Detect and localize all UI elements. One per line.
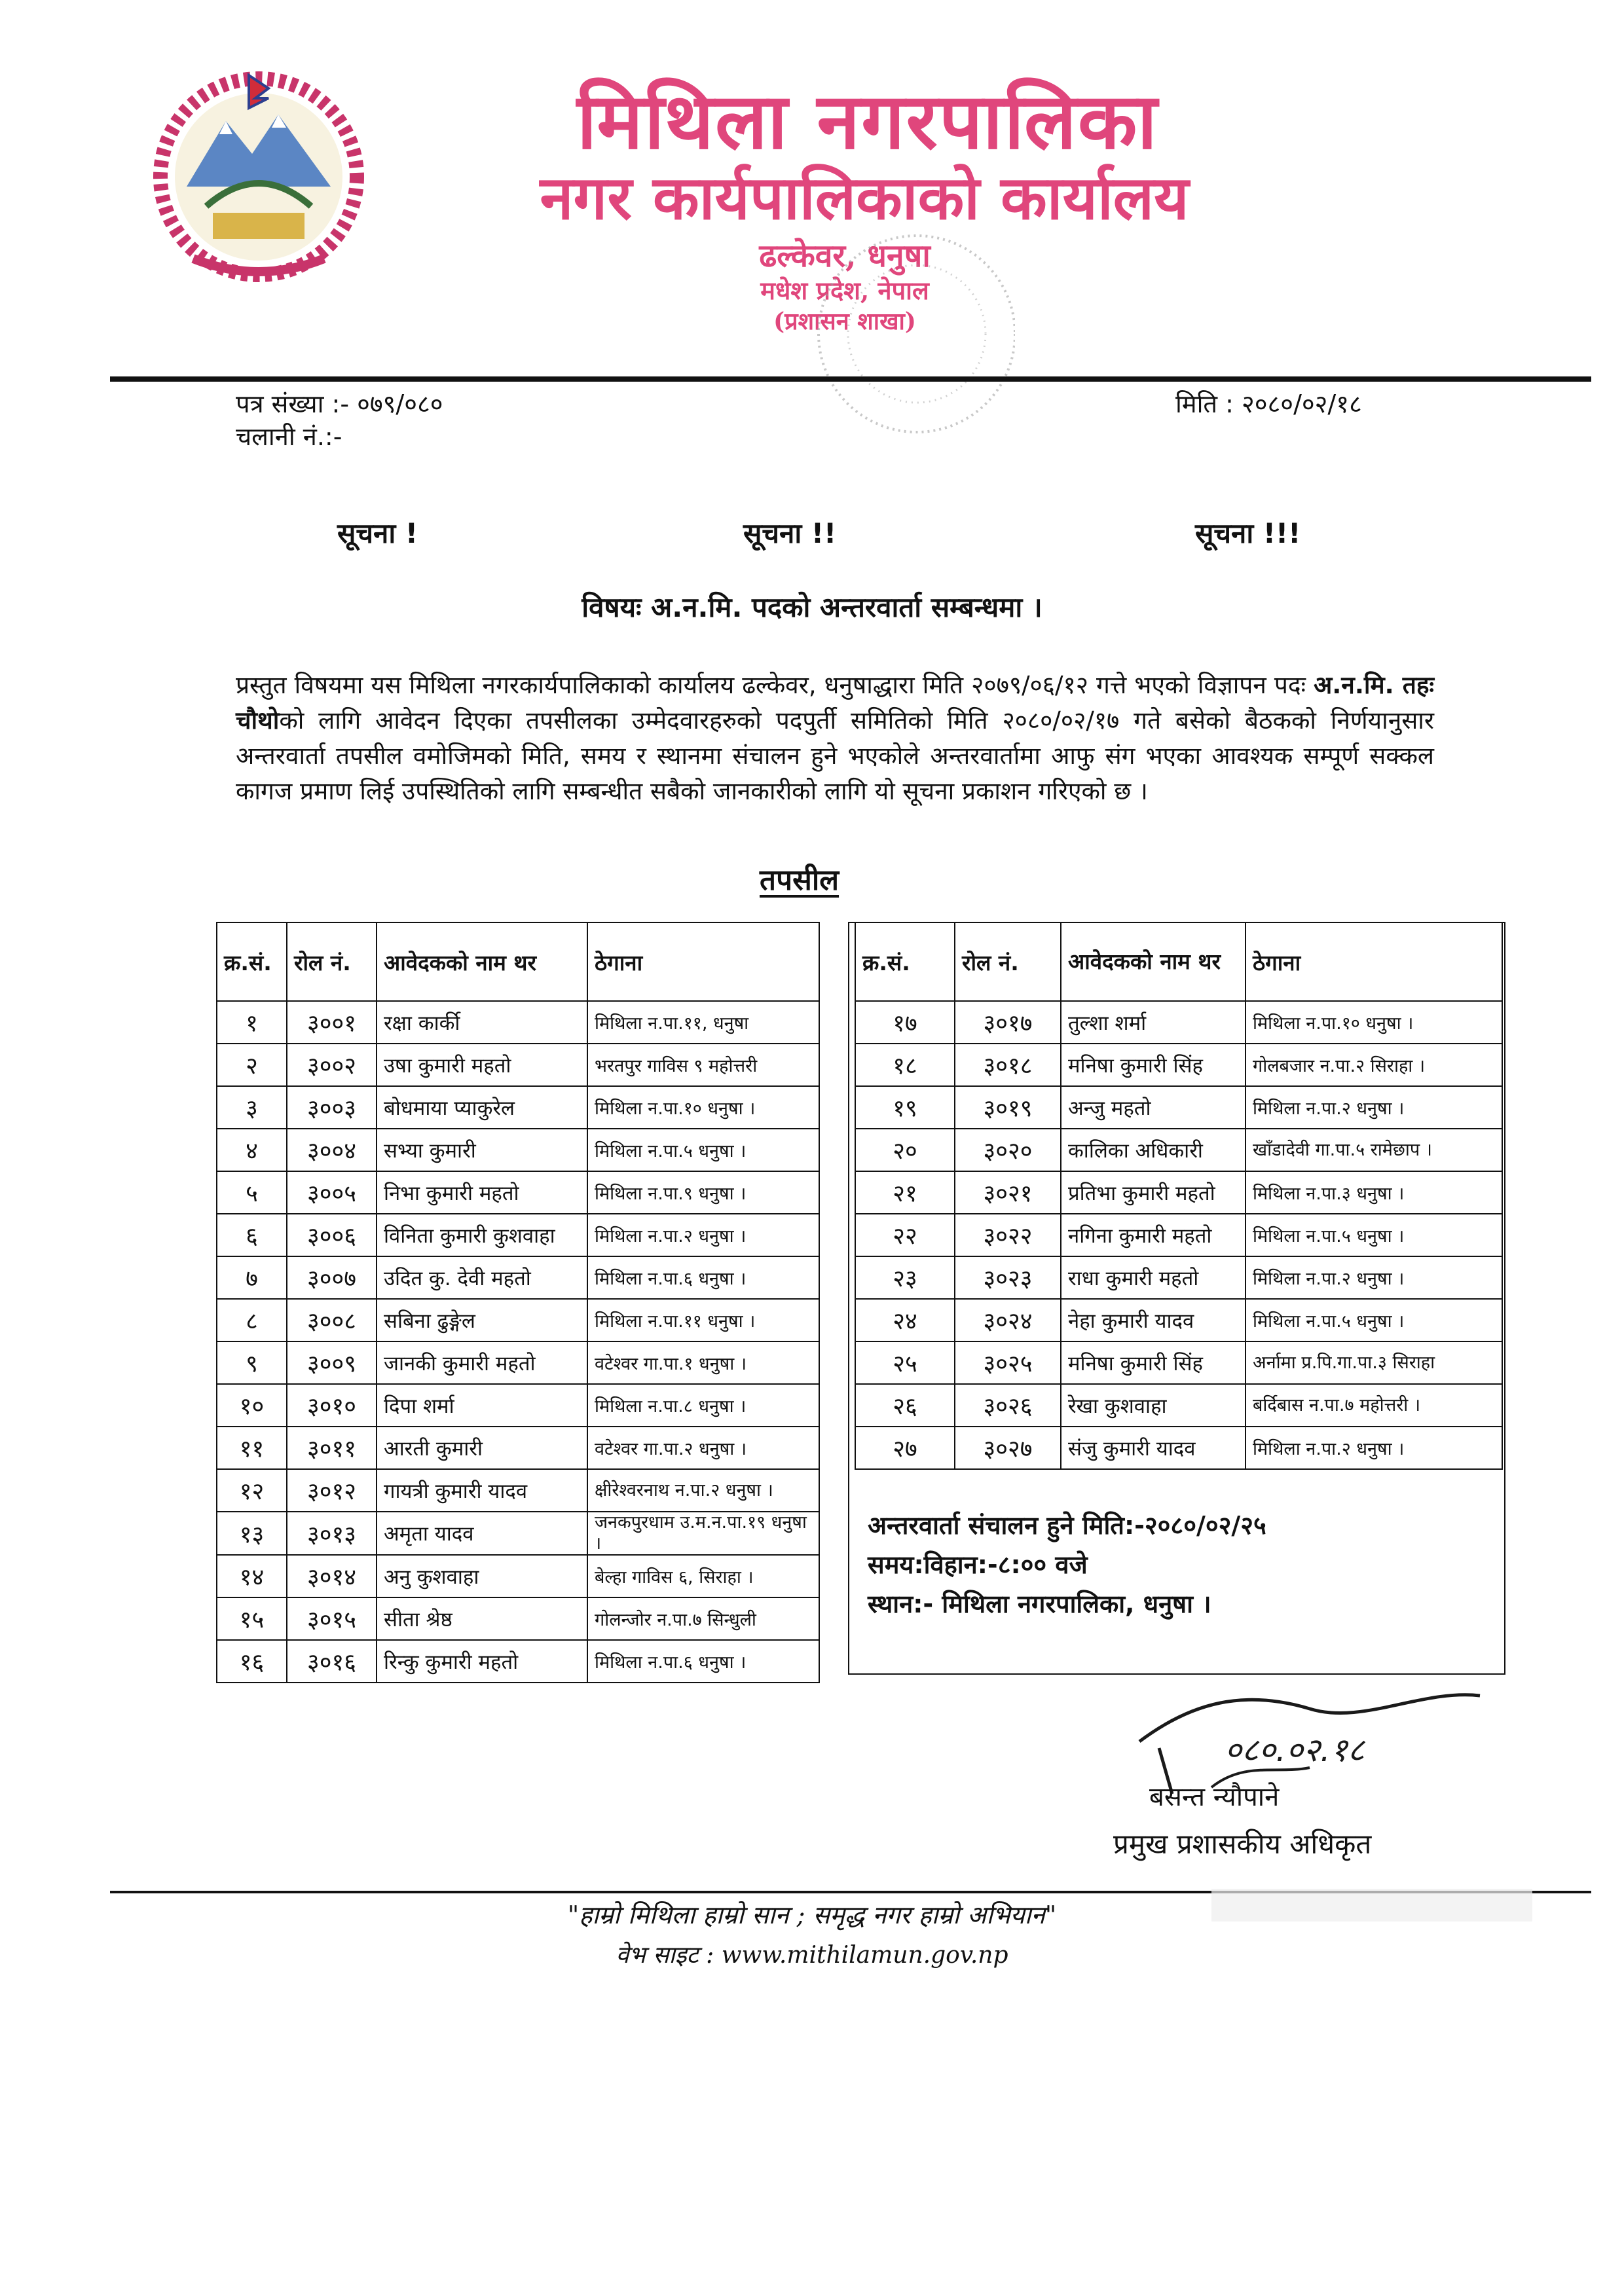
header-sn: क्र.सं.	[855, 922, 955, 1001]
cell-roll: ३०१०	[287, 1384, 377, 1427]
cell-serial: २६	[855, 1384, 955, 1427]
cell-address: जनकपुरधाम उ.म.न.पा.१९ धनुषा ।	[587, 1512, 819, 1555]
cell-name: नगिना कुमारी महतो	[1061, 1214, 1246, 1256]
header-name: आवेदकको नाम थर	[377, 922, 587, 1001]
table-header-row	[217, 922, 819, 1001]
cell-roll: ३००२	[287, 1044, 377, 1086]
cell-roll: ३०२५	[955, 1341, 1061, 1384]
cell-name: जानकी कुमारी महतो	[377, 1341, 587, 1384]
cell-serial: ११	[217, 1427, 287, 1469]
notice-body	[236, 668, 1434, 809]
cell-name: रक्षा कार्की	[377, 1001, 587, 1044]
cell-name: संजु कुमारी यादव	[1061, 1427, 1246, 1469]
table-row	[855, 1171, 1502, 1214]
cell-address: खाँडादेवी गा.पा.५ रामेछाप ।	[1246, 1129, 1502, 1171]
nepal-emblem-logo	[141, 62, 377, 285]
cell-serial: १९	[855, 1086, 955, 1129]
cell-roll: ३००८	[287, 1299, 377, 1341]
table-row	[217, 1512, 819, 1555]
cell-address: मिथिला न.पा.५ धनुषा ।	[1246, 1214, 1502, 1256]
cell-address: मिथिला न.पा.१० धनुषा ।	[1246, 1001, 1502, 1044]
cell-serial: २१	[855, 1171, 955, 1214]
cell-serial: १८	[855, 1044, 955, 1086]
table-row	[217, 1256, 819, 1299]
cell-address: मिथिला न.पा.६ धनुषा ।	[587, 1256, 819, 1299]
schedule-title: तपसील	[760, 864, 840, 897]
cell-address: अर्नामा प्र.पि.गा.पा.३ सिराहा	[1246, 1341, 1502, 1384]
cell-address: बेल्हा गाविस ६, सिराहा ।	[587, 1555, 819, 1597]
cell-serial: २५	[855, 1341, 955, 1384]
cell-serial: २७	[855, 1427, 955, 1469]
cell-serial: २०	[855, 1129, 955, 1171]
candidates-table-left	[216, 922, 820, 1683]
header-address: ठेगाना	[1246, 922, 1502, 1001]
cell-address: मिथिला न.पा.१० धनुषा ।	[587, 1086, 819, 1129]
cell-roll: ३०१४	[287, 1555, 377, 1597]
cell-roll: ३००९	[287, 1341, 377, 1384]
cell-roll: ३०१६	[287, 1640, 377, 1683]
cell-address: मिथिला न.पा.९ धनुषा ।	[587, 1171, 819, 1214]
table-row	[217, 1341, 819, 1384]
header-rule	[110, 376, 1591, 382]
cell-serial: २३	[855, 1256, 955, 1299]
body-part-2: को लागि आवेदन दिएका तपसीलका उम्मेदवारहरुको पदपुर्ती समितिको मिति २०८०/०२/१७ गते बसेको बैठकको निर्णयानुसार अन्तरवार्ता तपसील वमोजिमको मिति, समय र स्थानमा संचालन हुने भएकोले अन्तरवार्तामा आफु संग भएका आवश्यक सम्पूर्ण सक्कल कागज प्रमाण लिई उपस्थितिको लागि सम्बन्धीत सबैको जानकारीको लागि यो सूचना प्रकाशन गरिएको छ ।	[236, 706, 1434, 805]
cell-name: सभ्या कुमारी	[377, 1129, 587, 1171]
cell-address: मिथिला न.पा.११ धनुषा ।	[587, 1299, 819, 1341]
cell-name: उदित कु. देवी महतो	[377, 1256, 587, 1299]
notice-heading-1: सूचना !	[337, 517, 418, 549]
table-row	[855, 1001, 1502, 1044]
cell-serial: १४	[217, 1555, 287, 1597]
cell-roll: ३००६	[287, 1214, 377, 1256]
table-row	[855, 1129, 1502, 1171]
cell-roll: ३०१७	[955, 1001, 1061, 1044]
cell-name: नेहा कुमारी यादव	[1061, 1299, 1246, 1341]
cell-address: मिथिला न.पा.२ धनुषा ।	[1246, 1427, 1502, 1469]
cell-name: कालिका अधिकारी	[1061, 1129, 1246, 1171]
cell-roll: ३००१	[287, 1001, 377, 1044]
handwritten-signature	[1113, 1663, 1506, 1794]
table-row	[217, 1001, 819, 1044]
table-row	[855, 1299, 1502, 1341]
cell-name: अमृता यादव	[377, 1512, 587, 1555]
cell-roll: ३००४	[287, 1129, 377, 1171]
cell-name: गायत्री कुमारी यादव	[377, 1469, 587, 1512]
cell-serial: ६	[217, 1214, 287, 1256]
cell-address: वटेश्वर गा.पा.१ धनुषा ।	[587, 1341, 819, 1384]
cell-name: आरती कुमारी	[377, 1427, 587, 1469]
cell-roll: ३००५	[287, 1171, 377, 1214]
cell-roll: ३०२०	[955, 1129, 1061, 1171]
cell-serial: १२	[217, 1469, 287, 1512]
cell-serial: १७	[855, 1001, 955, 1044]
candidates-table-right	[855, 922, 1503, 1470]
cell-address: क्षीरेश्वरनाथ न.पा.२ धनुषा ।	[587, 1469, 819, 1512]
cell-serial: ९	[217, 1341, 287, 1384]
cell-serial: २२	[855, 1214, 955, 1256]
cell-address: मिथिला न.पा.११, धनुषा	[587, 1001, 819, 1044]
cell-address: गोलन्जोर न.पा.७ सिन्धुली	[587, 1597, 819, 1640]
cell-address: मिथिला न.पा.३ धनुषा ।	[1246, 1171, 1502, 1214]
cell-serial: ५	[217, 1171, 287, 1214]
cell-roll: ३०२३	[955, 1256, 1061, 1299]
cell-name: तुल्शा शर्मा	[1061, 1001, 1246, 1044]
address-line-1: ढल्केवर, धनुषा	[759, 238, 931, 274]
cell-name: मनिषा कुमारी सिंह	[1061, 1341, 1246, 1384]
signature-date: ०८०.०२.१८	[1225, 1731, 1365, 1769]
table-row	[855, 1214, 1502, 1256]
table-row	[217, 1044, 819, 1086]
table-row	[855, 1086, 1502, 1129]
cell-name: सीता श्रेष्ठ	[377, 1597, 587, 1640]
org-name: मिथिला नगरपालिका	[576, 75, 1159, 166]
header-roll: रोल नं.	[287, 922, 377, 1001]
office-name: नगर कार्यपालिकाको कार्यालय	[540, 162, 1189, 233]
cell-name: अन्जु महतो	[1061, 1086, 1246, 1129]
cell-name: राधा कुमारी महतो	[1061, 1256, 1246, 1299]
cell-address: गोलबजार न.पा.२ सिराहा ।	[1246, 1044, 1502, 1086]
cell-name: रेखा कुशवाहा	[1061, 1384, 1246, 1427]
cell-address: मिथिला न.पा.२ धनुषा ।	[1246, 1256, 1502, 1299]
cell-serial: ४	[217, 1129, 287, 1171]
letter-date: मिति : २०८०/०२/१८	[1175, 390, 1362, 418]
cell-roll: ३०१९	[955, 1086, 1061, 1129]
table-row	[855, 1256, 1502, 1299]
cell-roll: ३००७	[287, 1256, 377, 1299]
cell-serial: ८	[217, 1299, 287, 1341]
cell-roll: ३०१३	[287, 1512, 377, 1555]
table-row	[217, 1214, 819, 1256]
cell-name: प्रतिभा कुमारी महतो	[1061, 1171, 1246, 1214]
cell-address: बर्दिबास न.पा.७ महोत्तरी ।	[1246, 1384, 1502, 1427]
header-roll: रोल नं.	[955, 922, 1061, 1001]
header-sn: क्र.सं.	[217, 922, 287, 1001]
cell-name: मनिषा कुमारी सिंह	[1061, 1044, 1246, 1086]
table-row	[217, 1555, 819, 1597]
interview-time: समय:विहान:-८:०० वजे	[868, 1550, 1088, 1579]
cell-roll: ३००३	[287, 1086, 377, 1129]
cell-serial: १३	[217, 1512, 287, 1555]
interview-info	[868, 1506, 1266, 1624]
cell-serial: ३	[217, 1086, 287, 1129]
cell-name: निभा कुमारी महतो	[377, 1171, 587, 1214]
cell-serial: २४	[855, 1299, 955, 1341]
table-row	[217, 1299, 819, 1341]
cell-serial: ७	[217, 1256, 287, 1299]
body-part-1: प्रस्तुत विषयमा यस मिथिला नगरकार्यपालिकाको कार्यालय ढल्केवर, धनुषाद्धारा मिति २०७९/०६/१२ गत्ते भएको विज्ञापन पदः	[236, 671, 1314, 699]
cell-serial: १५	[217, 1597, 287, 1640]
header-address: ठेगाना	[587, 922, 819, 1001]
cell-name: विनिता कुमारी कुशवाहा	[377, 1214, 587, 1256]
address-line-3: (प्रशासन शाखा)	[773, 308, 916, 335]
cell-address: मिथिला न.पा.५ धनुषा ।	[587, 1129, 819, 1171]
dispatch-number: चलानी नं.:-	[236, 422, 342, 451]
cell-roll: ३०२६	[955, 1384, 1061, 1427]
table-row	[217, 1469, 819, 1512]
table-row	[217, 1129, 819, 1171]
table-row	[855, 1384, 1502, 1427]
notice-heading-3: सूचना !!!	[1195, 517, 1301, 549]
signatory-title: प्रमुख प्रशासकीय अधिकृत	[1113, 1828, 1372, 1860]
cell-address: मिथिला न.पा.५ धनुषा ।	[1246, 1299, 1502, 1341]
table-row	[217, 1086, 819, 1129]
table-row	[855, 1044, 1502, 1086]
table-header-row	[855, 922, 1502, 1001]
table-row	[855, 1427, 1502, 1469]
cell-roll: ३०२७	[955, 1427, 1061, 1469]
cell-name: अनु कुशवाहा	[377, 1555, 587, 1597]
cell-roll: ३०२२	[955, 1214, 1061, 1256]
cell-address: मिथिला न.पा.६ धनुषा ।	[587, 1640, 819, 1683]
cell-roll: ३०१८	[955, 1044, 1061, 1086]
cell-address: वटेश्वर गा.पा.२ धनुषा ।	[587, 1427, 819, 1469]
subject-line: विषयः अ.न.मि. पदको अन्तरवार्ता सम्बन्धमा ।	[581, 591, 1043, 623]
cell-roll: ३०११	[287, 1427, 377, 1469]
cell-name: दिपा शर्मा	[377, 1384, 587, 1427]
cell-name: सबिना ढुङ्गेल	[377, 1299, 587, 1341]
header-name: आवेदकको नाम थर	[1061, 922, 1246, 1001]
footer-slogan: "हाम्रो मिथिला हाम्रो सान ; समृद्ध नगर हाम्रो अभियान"	[567, 1901, 1057, 1929]
cell-roll: ३०२४	[955, 1299, 1061, 1341]
cell-name: उषा कुमारी महतो	[377, 1044, 587, 1086]
cell-roll: ३०२१	[955, 1171, 1061, 1214]
cell-roll: ३०१२	[287, 1469, 377, 1512]
cell-address: मिथिला न.पा.८ धनुषा ।	[587, 1384, 819, 1427]
table-row	[217, 1171, 819, 1214]
table-row	[855, 1341, 1502, 1384]
signatory-name: बसन्त न्यौपाने	[1149, 1782, 1280, 1812]
cell-address: भरतपुर गाविस ९ महोत्तरी	[587, 1044, 819, 1086]
interview-place: स्थान:- मिथिला नगरपालिका, धनुषा ।	[868, 1590, 1211, 1618]
cell-serial: २	[217, 1044, 287, 1086]
footer-website: वेभ साइट : www.mithilamun.gov.np	[616, 1942, 1008, 1969]
cell-address: मिथिला न.पा.२ धनुषा ।	[1246, 1086, 1502, 1129]
notice-heading-2: सूचना !!	[743, 517, 837, 549]
office-seal-stamp	[766, 223, 1015, 458]
cell-roll: ३०१५	[287, 1597, 377, 1640]
table-row	[217, 1384, 819, 1427]
cell-name: रिन्कु कुमारी महतो	[377, 1640, 587, 1683]
cell-serial: १	[217, 1001, 287, 1044]
table-row	[217, 1640, 819, 1683]
body-bold-post: अ.न.मि. तहः चौथो	[236, 671, 1434, 735]
interview-date: अन्तरवार्ता संचालन हुने मिति:-२०८०/०२/२५	[868, 1511, 1266, 1540]
cell-name: बोधमाया प्याकुरेल	[377, 1086, 587, 1129]
reference-number: पत्र संख्या :- ०७९/०८०	[236, 390, 443, 418]
table-row	[217, 1597, 819, 1640]
cell-address: मिथिला न.पा.२ धनुषा ।	[587, 1214, 819, 1256]
address-line-2: मधेश प्रदेश, नेपाल	[760, 276, 929, 305]
table-row	[217, 1427, 819, 1469]
cell-serial: १६	[217, 1640, 287, 1683]
cell-serial: १०	[217, 1384, 287, 1427]
